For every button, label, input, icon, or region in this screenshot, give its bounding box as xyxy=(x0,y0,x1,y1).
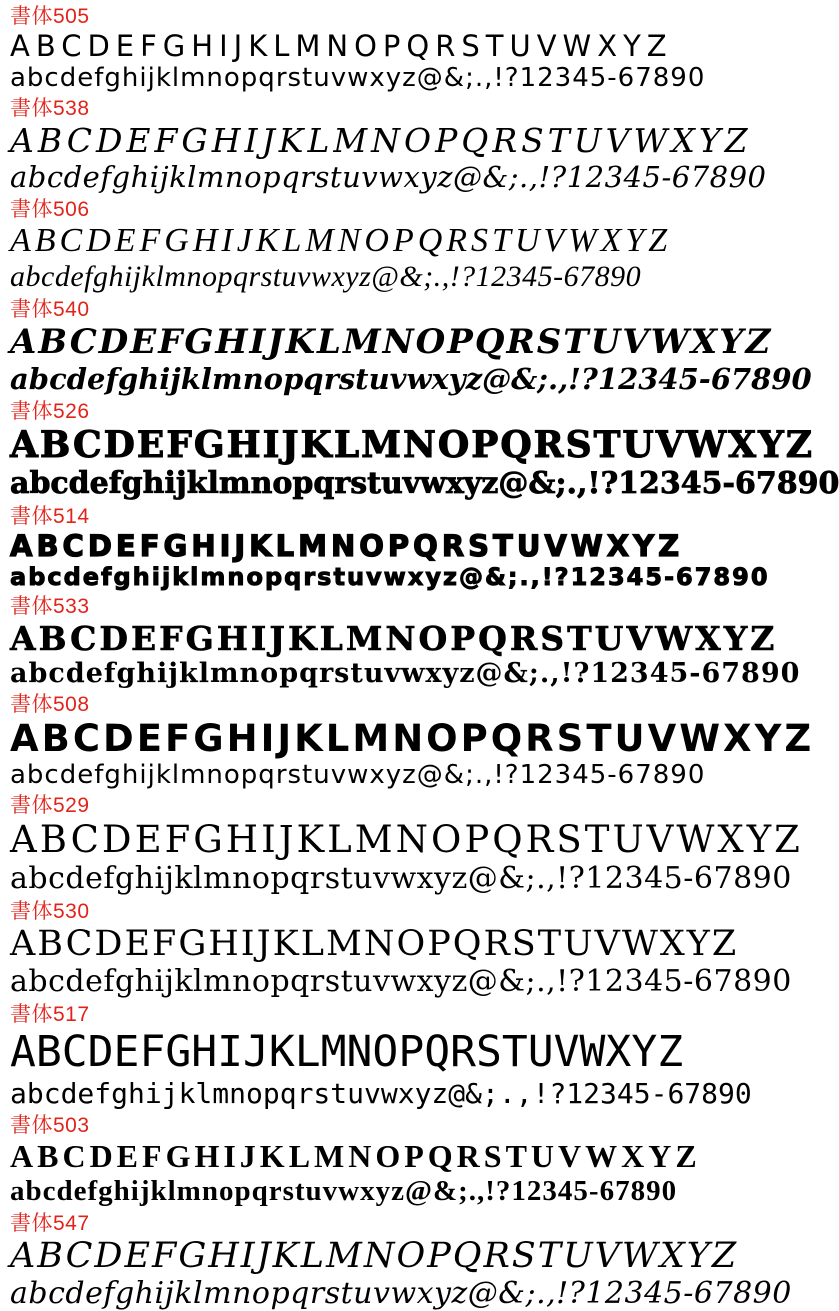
lowercase-sample: abcdefghijklmnopqrstuvwxyz@&;.,!?12345-67890 xyxy=(10,658,801,689)
font-label: 書体533 xyxy=(10,595,90,618)
font-specimen-526 xyxy=(10,399,839,501)
font-label: 書体540 xyxy=(10,298,90,321)
font-label: 書体503 xyxy=(10,1114,90,1137)
font-label: 書体538 xyxy=(10,97,90,120)
font-specimen-538 xyxy=(10,96,790,194)
uppercase-sample: ABCDEFGHIJKLMNOPQRSTUVWXYZ xyxy=(10,717,815,760)
uppercase-sample: ABCDEFGHIJKLMNOPQRSTUVWXYZ xyxy=(10,1138,701,1174)
font-specimen-529 xyxy=(10,793,803,896)
uppercase-sample: ABCDEFGHIJKLMNOPQRSTUVWXYZ xyxy=(10,322,773,362)
font-label: 書体529 xyxy=(10,794,90,817)
uppercase-sample: ABCDEFGHIJKLMNOPQRSTUVWXYZ xyxy=(10,619,778,658)
font-specimen-508 xyxy=(10,692,815,790)
uppercase-sample: ABCDEFGHIJKLMNOPQRSTUVWXYZ xyxy=(10,29,673,63)
lowercase-sample: abcdefghijklmnopqrstuvwxyz@&;.,!?12345-67890 xyxy=(10,260,642,293)
uppercase-sample: ABCDEFGHIJKLMNOPQRSTUVWXYZ xyxy=(10,222,672,259)
lowercase-sample: abcdefghijklmnopqrstuvwxyz@&;.,!?12345-67890 xyxy=(10,160,767,194)
font-label: 書体514 xyxy=(10,505,90,528)
uppercase-sample: ABCDEFGHIJKLMNOPQRSTUVWXYZ xyxy=(10,424,815,466)
font-specimen-506 xyxy=(10,197,790,294)
uppercase-sample: ABCDEFGHIJKLMNOPQRSTUVWXYZ xyxy=(10,818,803,861)
font-label: 書体530 xyxy=(10,900,90,923)
lowercase-sample: abcdefghijklmnopqrstuvwxyz@&;.,!?12345-67890 xyxy=(10,1276,792,1311)
font-specimen-514 xyxy=(10,504,790,591)
lowercase-sample: abcdefghijklmnopqrstuvwxyz@&;.,!?12345-67890 xyxy=(10,63,706,93)
lowercase-sample: abcdefghijklmnopqrstuvwxyz@&;.,!?12345-67890 xyxy=(10,362,812,396)
font-specimen-530 xyxy=(10,899,790,999)
font-specimen-505 xyxy=(10,4,790,93)
font-label: 書体505 xyxy=(10,5,90,28)
uppercase-sample: ABCDEFGHIJKLMNOPQRSTUVWXYZ xyxy=(10,1027,684,1077)
lowercase-sample: abcdefghijklmnopqrstuvwxyz@&;.,!?12345-67890 xyxy=(10,861,792,896)
uppercase-sample: ABCDEFGHIJKLMNOPQRSTUVWXYZ xyxy=(10,121,752,160)
font-specimen-533 xyxy=(10,594,801,689)
font-specimen-517 xyxy=(10,1002,790,1110)
lowercase-sample: abcdefghijklmnopqrstuvwxyz@&;.,!?12345-67890 xyxy=(10,964,792,999)
font-specimen-503 xyxy=(10,1113,790,1208)
font-label: 書体517 xyxy=(10,1003,90,1026)
font-label: 書体547 xyxy=(10,1212,90,1235)
uppercase-sample: ABCDEFGHIJKLMNOPQRSTUVWXYZ xyxy=(10,1236,739,1276)
uppercase-sample: ABCDEFGHIJKLMNOPQRSTUVWXYZ xyxy=(10,924,739,964)
font-specimen-540 xyxy=(10,297,812,396)
lowercase-sample: abcdefghijklmnopqrstuvwxyz@&;.,!?12345-67890 xyxy=(10,1175,678,1207)
lowercase-sample: abcdefghijklmnopqrstuvwxyz@&;.,!?12345-67890 xyxy=(10,760,706,790)
lowercase-sample: abcdefghijklmnopqrstuvwxyz@&;.,!?12345-67890 xyxy=(10,563,770,591)
font-specimen-547 xyxy=(10,1211,790,1311)
font-label: 書体508 xyxy=(10,693,90,716)
lowercase-sample: abcdefghijklmnopqrstuvwxyz@&;.,!?12345-67890 xyxy=(10,1077,752,1110)
lowercase-sample: abcdefghijklmnopqrstuvwxyz@&;.,!?12345-67890 xyxy=(10,466,839,501)
uppercase-sample: ABCDEFGHIJKLMNOPQRSTUVWXYZ xyxy=(10,529,684,563)
font-label: 書体526 xyxy=(10,400,90,423)
font-label: 書体506 xyxy=(10,198,90,221)
